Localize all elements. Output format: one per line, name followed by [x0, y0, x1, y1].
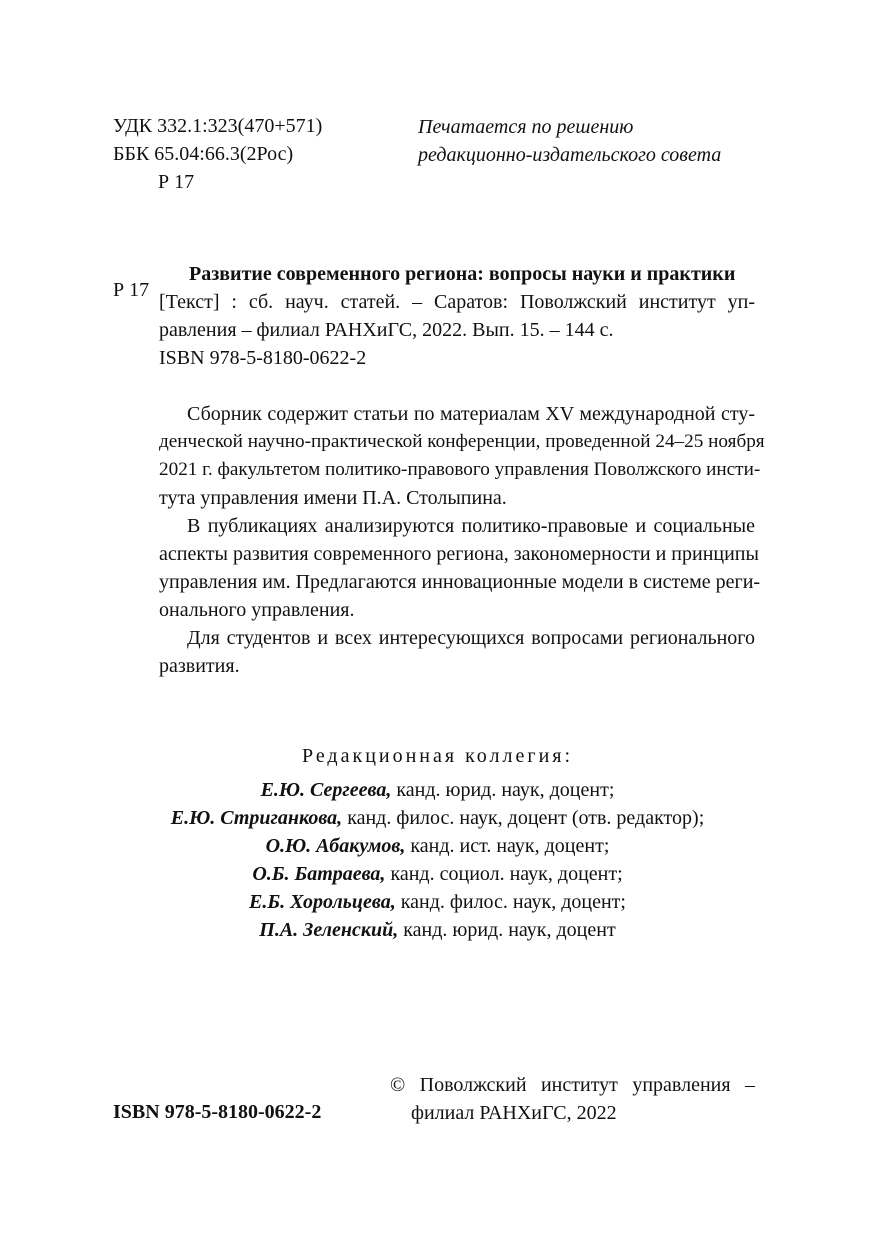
board-member [0, 888, 875, 916]
board-member-name: О.Ю. Абакумов, [265, 835, 406, 857]
udk-code: УДК 332.1:323(470+571) [113, 115, 323, 137]
bib-line-2: равления – филиал РАНХиГС, 2022. Вып. 15. – 144 с. [159, 319, 614, 341]
board-member-role: канд. юрид. наук, доцент [398, 919, 616, 941]
board-member-name: Е.Ю. Сергеева, [260, 779, 392, 801]
board-member [0, 832, 875, 860]
board-member-name: Е.Б. Хорольцева, [249, 891, 396, 913]
board-member-role: канд. филос. наук, доцент (отв. редактор); [342, 807, 705, 829]
abstract-p3-line-2: развития. [159, 655, 240, 677]
board-member-role: канд. социол. наук, доцент; [385, 863, 623, 885]
board-member-role: канд. филос. наук, доцент; [395, 891, 626, 913]
bbk-code: ББК 65.04:66.3(2Рос) [113, 143, 294, 165]
board-member [0, 776, 875, 804]
board-heading: Редакционная коллегия: [301, 745, 574, 767]
board-member-name: Е.Ю. Стриганкова, [170, 807, 343, 829]
bib-title: Развитие современного региона: вопросы науки и практики [189, 263, 736, 285]
abstract-p2-line-2: аспекты развития современного региона, закономерности и принципы [159, 543, 759, 565]
abstract-p3-line-1: Для студентов и всех интересующихся вопросами регионального [187, 627, 755, 649]
board-member-role: канд. ист. наук, доцент; [405, 835, 610, 857]
publication-note-line-2: редакционно-издательского совета [418, 144, 722, 166]
publication-note-line-1: Печатается по решению [418, 116, 634, 138]
bib-line-1: [Текст] : сб. науч. статей. – Саратов: Поволжский институт уп- [159, 291, 755, 313]
board-member-role: канд. юрид. наук, доцент; [391, 779, 615, 801]
abstract-p1-line-3: 2021 г. факультетом политико-правового управления Поволжского инсти- [159, 459, 761, 480]
abstract-p1-line-1: Сборник содержит статьи по материалам XV международной сту- [187, 403, 755, 425]
copyright-line-2: филиал РАНХиГС, 2022 [411, 1102, 617, 1124]
abstract-p2-line-3: управления им. Предлагаются инновационные модели в системе реги- [159, 571, 761, 593]
abstract-p2-line-1: В публикациях анализируются политико-правовые и социальные [187, 515, 755, 537]
board-member [0, 860, 875, 888]
board-member-name: П.А. Зеленский, [259, 919, 399, 941]
board-member [0, 916, 875, 944]
bib-isbn: ISBN 978-5-8180-0622-2 [159, 347, 367, 369]
author-mark-top: Р 17 [158, 171, 195, 193]
board-member [0, 804, 875, 832]
board-member-name: О.Б. Батраева, [252, 863, 386, 885]
isbn-bottom: ISBN 978-5-8180-0622-2 [113, 1101, 322, 1123]
abstract-p1-line-4: тута управления имени П.А. Столыпина. [159, 487, 507, 509]
abstract-p1-line-2: денческой научно-практической конференции, проведенной 24–25 ноября [159, 431, 765, 452]
abstract-p2-line-4: онального управления. [159, 599, 355, 621]
copyright-line-1: © Поволжский институт управления – [390, 1074, 755, 1096]
author-mark-side: Р 17 [113, 279, 150, 301]
